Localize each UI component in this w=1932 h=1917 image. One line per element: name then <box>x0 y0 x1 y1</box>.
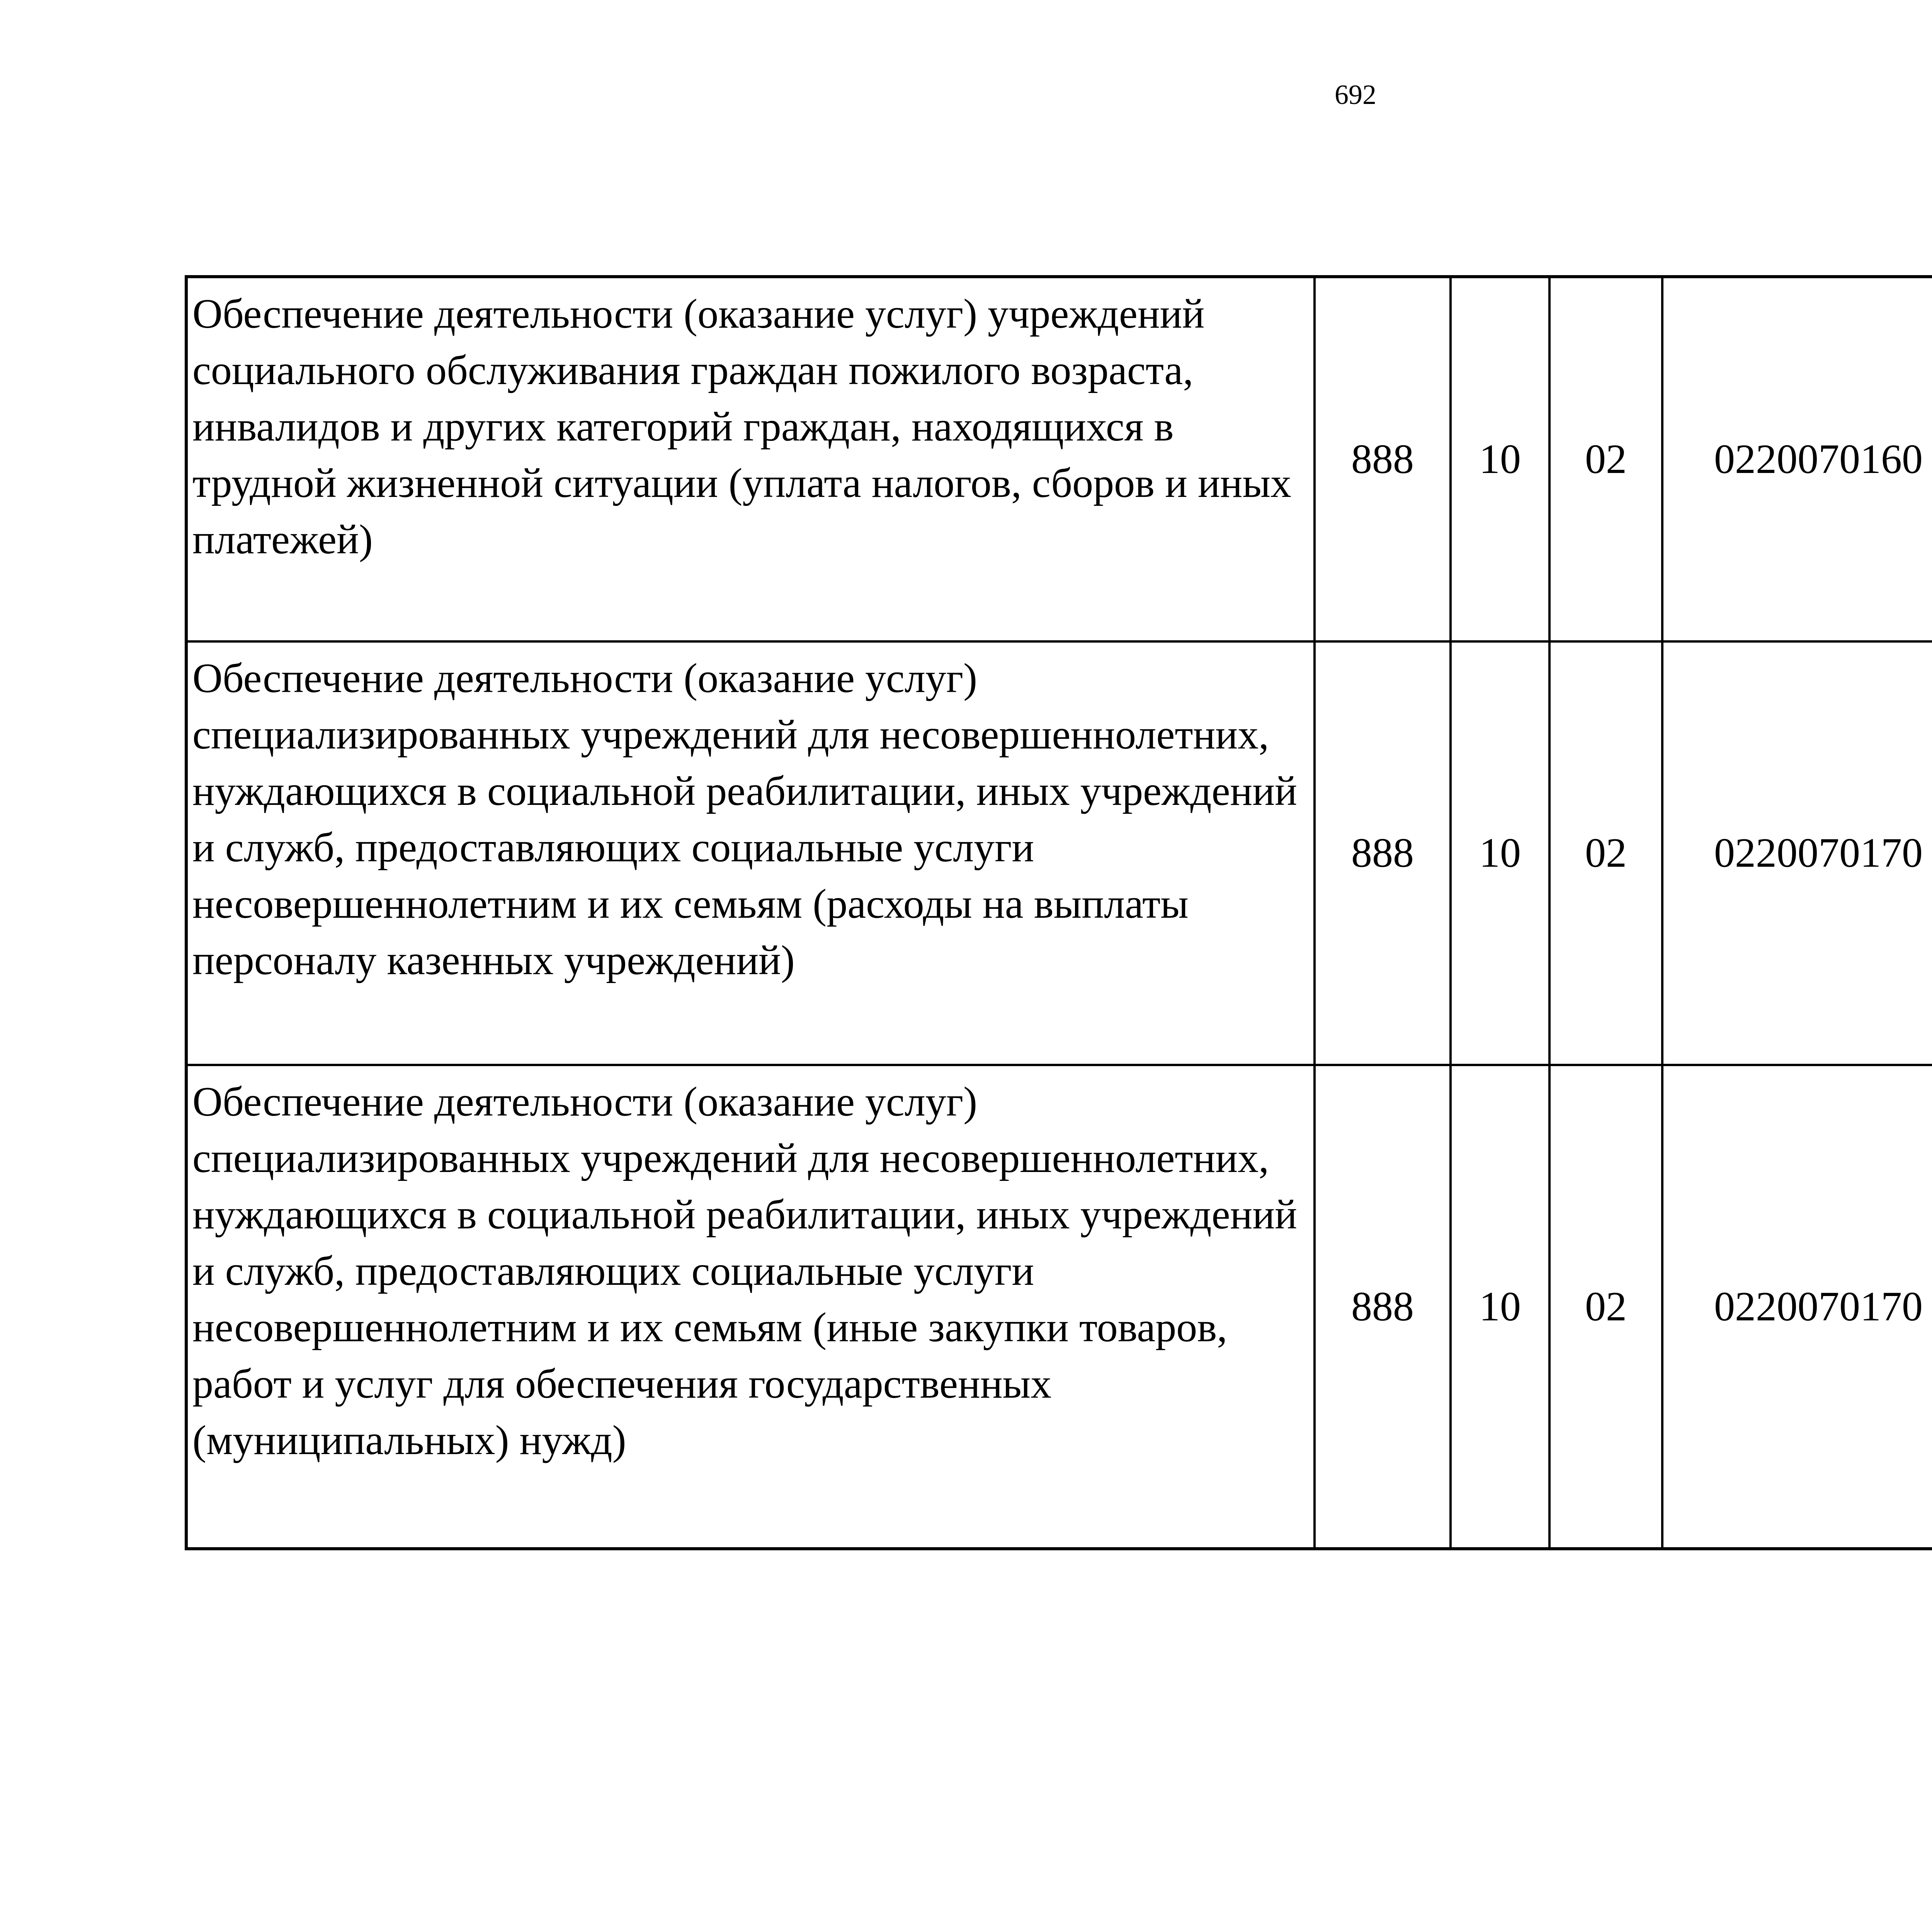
row-subsection-code: 02 <box>1549 1065 1662 1549</box>
budget-table <box>185 275 1932 1550</box>
table-row <box>186 277 1932 641</box>
row-target-article: 0220070170 <box>1662 641 1932 1065</box>
row-target-article: 0220070160 <box>1662 277 1932 641</box>
row-subsection-code: 02 <box>1549 641 1662 1065</box>
page-number: 692 <box>1335 79 1376 110</box>
row-description: Обеспечение деятельности (оказание услуг) специализированных учреждений для несовершеннолетних, нуждающихся в социальной реабилитации, иных учреждений и служб, предоставляющих социальные услуги несовершеннолетним и их семьям (иные закупки товаров, работ и услуг для обеспечения государственных (муниципальных) нужд) <box>186 1065 1315 1549</box>
row-section-code: 10 <box>1451 1065 1549 1549</box>
table-row <box>186 1065 1932 1549</box>
row-target-article: 0220070170 <box>1662 1065 1932 1549</box>
row-section-code: 10 <box>1451 641 1549 1065</box>
row-subsection-code: 02 <box>1549 277 1662 641</box>
row-ministry-code: 888 <box>1315 641 1451 1065</box>
table-row <box>186 641 1932 1065</box>
row-section-code: 10 <box>1451 277 1549 641</box>
row-ministry-code: 888 <box>1315 277 1451 641</box>
row-description: Обеспечение деятельности (оказание услуг) учреждений социального обслуживания граждан пожилого возраста, инвалидов и других категорий граждан, находящихся в трудной жизненной ситуации (уплата налогов, сборов и иных платежей) <box>186 277 1315 641</box>
row-description: Обеспечение деятельности (оказание услуг) специализированных учреждений для несовершеннолетних, нуждающихся в социальной реабилитации, иных учреждений и служб, предоставляющих социальные услуги несовершеннолетним и их семьям (расходы на выплаты персоналу казенных учреждений) <box>186 641 1315 1065</box>
row-ministry-code: 888 <box>1315 1065 1451 1549</box>
